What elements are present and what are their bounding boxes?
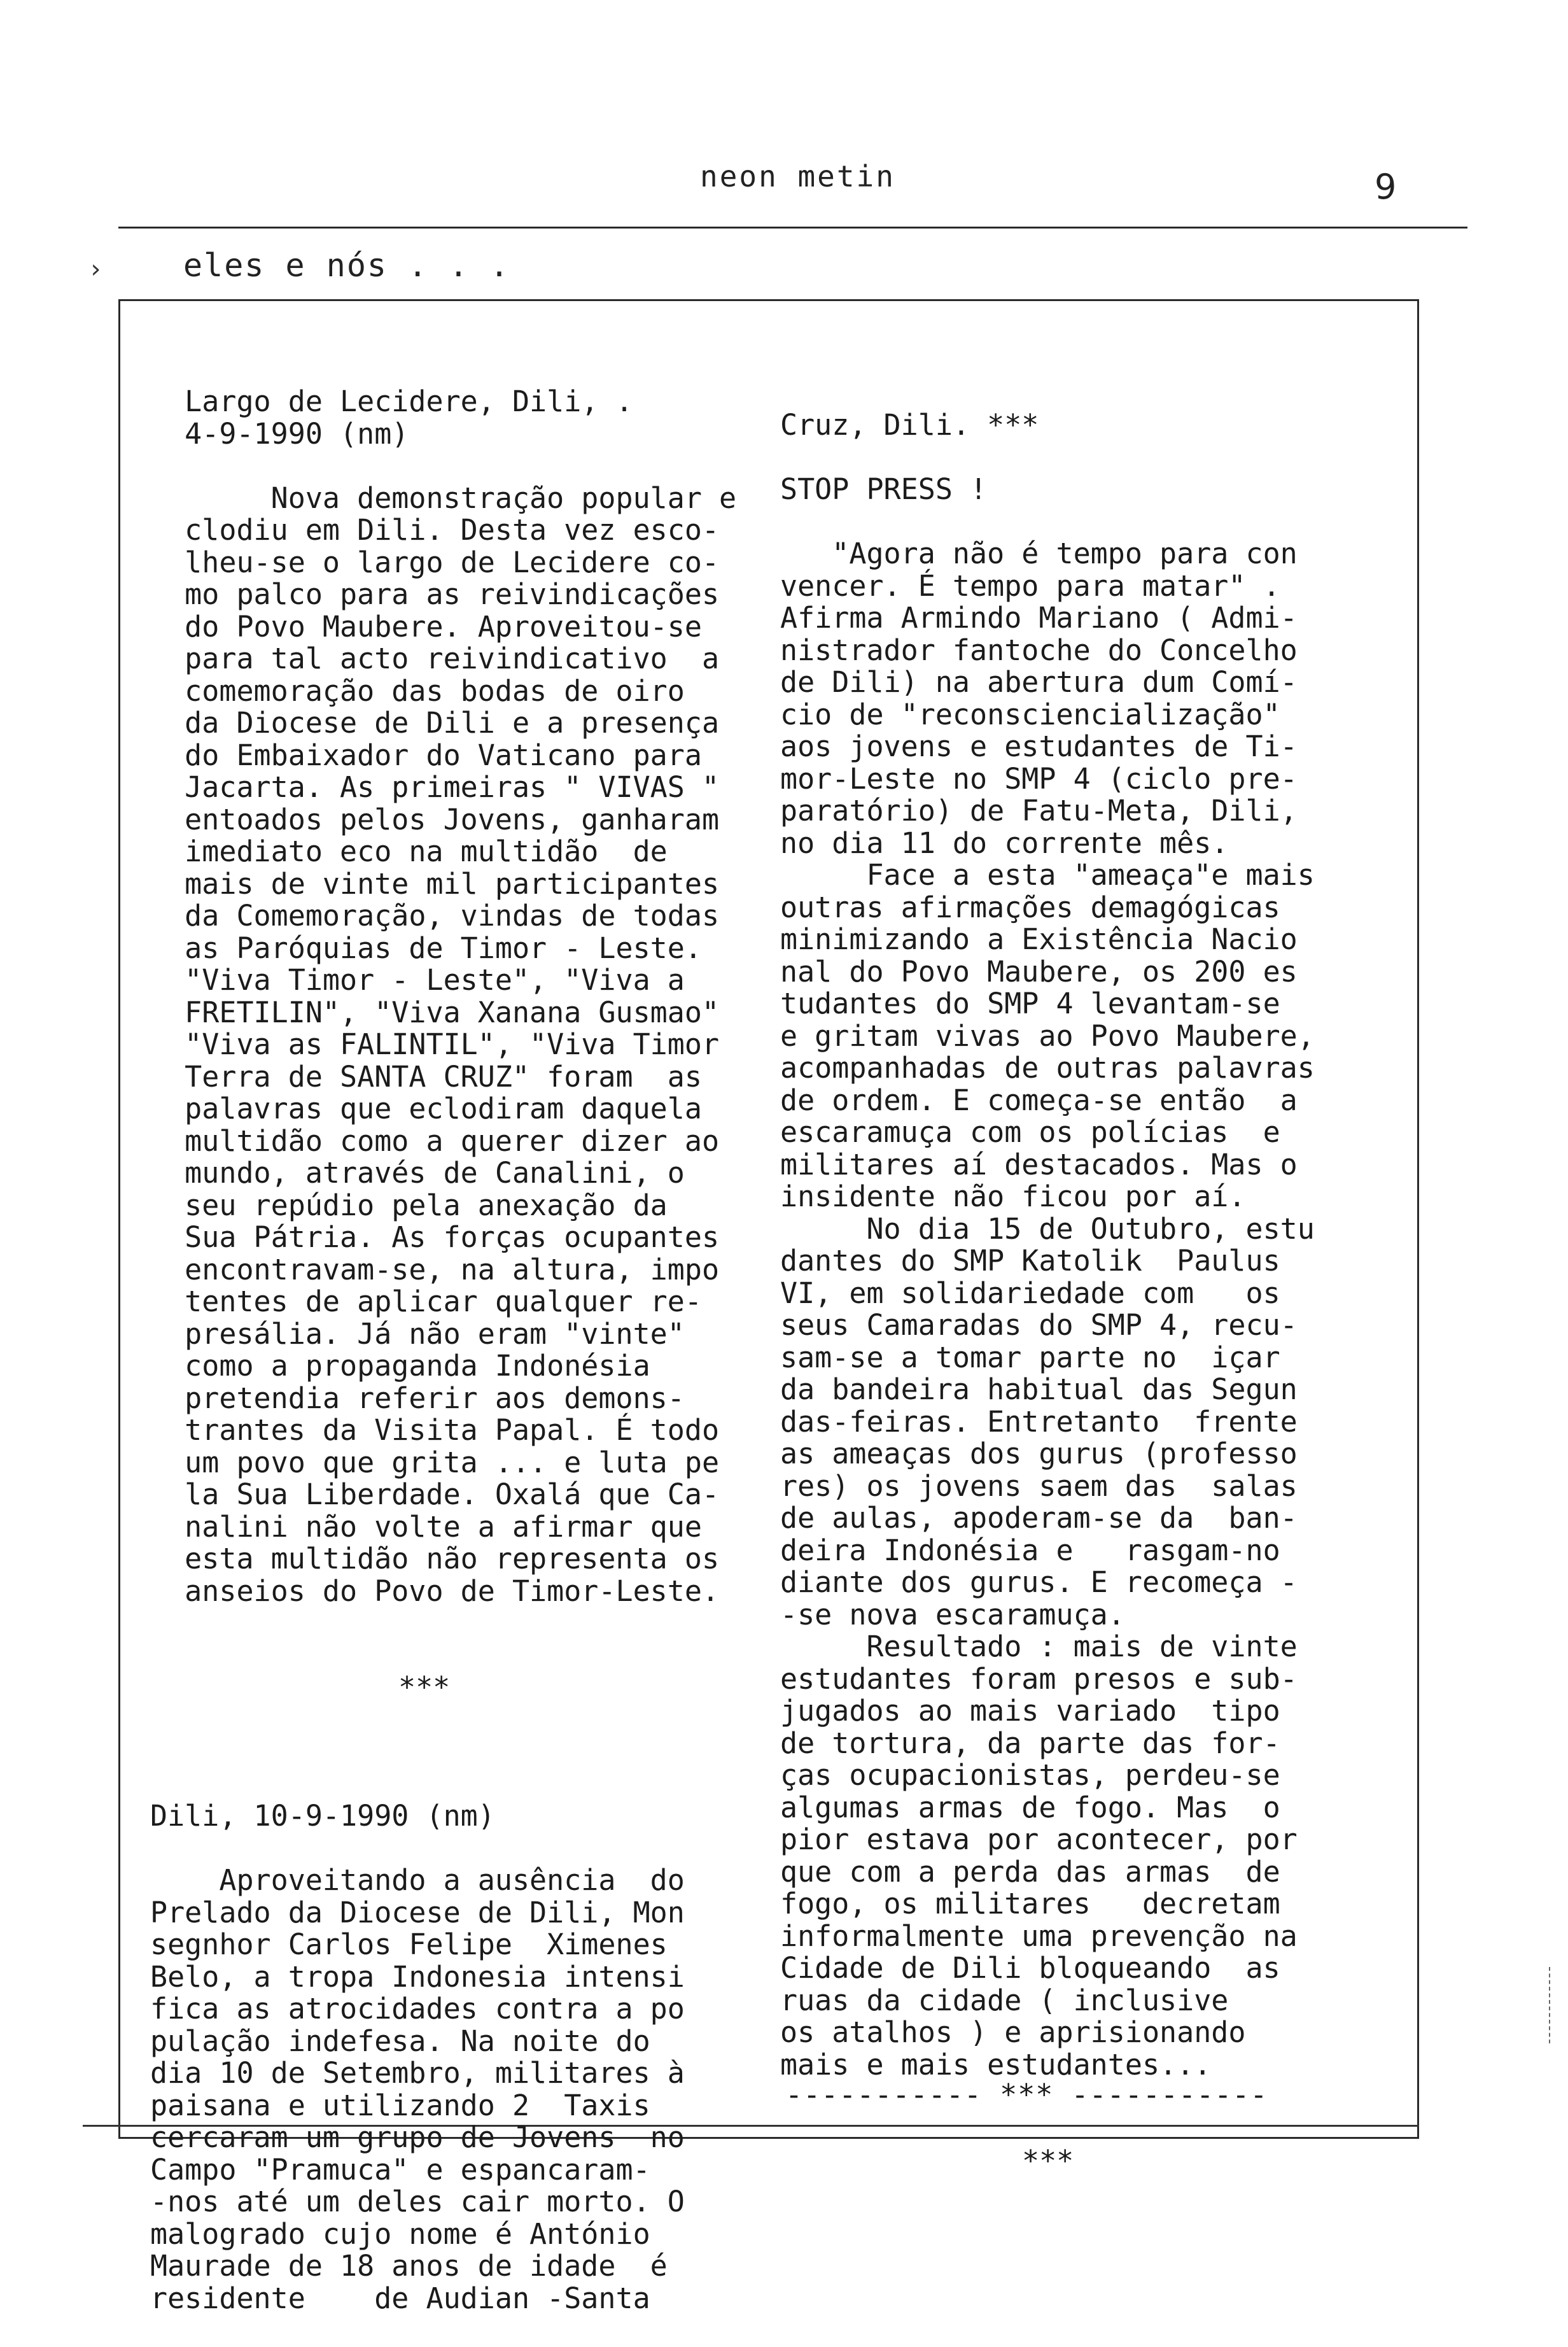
text-line: fica as atrocidades contra a po [150,1992,685,2026]
text-line: mais e mais estudantes... [780,2047,1212,2082]
text-line: Jacarta. As primeiras " VIVAS " [150,770,720,804]
text-line: Resultado : mais de vinte [780,1630,1298,1663]
text-line: aos jovens e estudantes de Ti- [780,729,1298,763]
right-separator: *** [1022,2144,1074,2178]
text-line: seus Camaradas do SMP 4, recu- [780,1308,1298,1342]
text-line: que com a perda das armas de [780,1854,1280,1889]
text-line [780,442,1404,474]
text-line: esta multidão não representa os [150,1542,720,1575]
text-line: ças ocupacionistas, perdeu-se [780,1758,1280,1792]
text-line: e gritam vivas ao Povo Maubere, [780,1018,1315,1053]
text-line: Dili, 10-9-1990 (nm) [150,1799,495,1833]
text-line: clodiu em Dili. Desta vez esco- [150,513,720,547]
text-line: mor-Leste no SMP 4 (ciclo pre- [780,761,1298,796]
text-line: mundo, através de Canalini, o [150,1156,685,1190]
text-line: palavras que eclodiram daquela [150,1092,702,1125]
text-line: militares aí destacados. Mas o [780,1147,1298,1181]
text-line: da Comemoração, vindas de todas [150,899,720,933]
text-line: sam-se a tomar parte no içar [780,1340,1280,1374]
text-line: imediato eco na multidão de [150,835,668,868]
text-line: multidão como a querer dizer ao [150,1124,720,1158]
text-line: "Viva Timor - Leste", "Viva a [150,963,685,997]
text-line: residente de Audian -Santa [150,2281,650,2315]
text-line: VI, em solidariedade com os [780,1276,1280,1310]
text-line: pulação indefesa. Na noite do [150,2024,650,2058]
text-line: estudantes foram presos e sub- [780,1661,1298,1696]
text-line: nalini não volte a afirmar que [150,1509,702,1544]
text-line: nal do Povo Maubere, os 200 es [780,954,1298,989]
text-line: como a propaganda Indonésia [150,1349,650,1383]
text-line: Face a esta "ameaça"e mais [780,858,1315,892]
text-line: malogrado cujo nome é António [150,2217,650,2251]
text-line: presália. Já não eram "vinte" [150,1316,685,1351]
text-line [150,1833,761,1865]
text-line: da bandeira habitual das Segun [780,1372,1298,1406]
right-column [780,345,1404,2210]
text-line: Nova demonstração popular e [150,481,737,515]
text-line: anseios do Povo de Timor-Leste. [150,1574,720,1608]
text-line: Prelado da Diocese de Dili, Mon [150,1895,685,1929]
text-line: das-feiras. Entretanto frente [780,1404,1298,1439]
text-line: cercaram um grupo de Jovens no [150,2120,685,2154]
text-line: 4-9-1990 (nm) [150,416,409,451]
text-line: "Viva as FALINTIL", "Viva Timor [150,1027,720,1061]
text-line: comemoração das bodas de oiro [150,673,685,708]
text-line: pretendia referir aos demons- [150,1381,685,1415]
left-column [150,321,761,2347]
text-line: tentes de aplicar qualquer re- [150,1285,702,1318]
text-line: deira Indonésia e rasgam-no [780,1533,1280,1567]
text-line: as ameaças dos gurus (professo [780,1437,1298,1470]
left-column-lines [150,386,761,1607]
text-line: minimizando a Existência Nacio [780,922,1298,956]
text-line: diante dos gurus. E recomeça - [780,1565,1298,1599]
text-line: vencer. É tempo para matar" . [780,568,1280,603]
page-number: 9 [1375,167,1397,207]
text-line: Largo de Lecidere, Dili, . [150,384,633,418]
section-heading: eles e nós . . . [183,247,510,284]
text-line: ruas da cidade ( inclusive [780,1983,1229,2017]
text-line: No dia 15 de Outubro, estu [780,1211,1315,1246]
text-line: de tortura, da parte das for- [780,1726,1280,1760]
footer-rule: ----------- *** ----------- [785,2078,1268,2111]
text-line: do Povo Maubere. Aproveitou-se [150,609,702,644]
text-line: insidente não ficou por aí. [780,1180,1246,1213]
text-line: STOP PRESS ! [780,472,988,506]
text-line: "Agora não é tempo para con [780,537,1298,570]
text-line [150,450,761,483]
text-line: Afirma Armindo Mariano ( Admi- [780,601,1298,635]
header-rule [118,227,1467,229]
text-line: acompanhadas de outras palavras [780,1051,1315,1085]
text-line: um povo que grita ... e luta pe [150,1445,720,1479]
left-column-lines-2 [150,1768,761,2315]
text-line: Terra de SANTA CRUZ" foram as [150,1059,702,1094]
text-line: fogo, os militares decretam [780,1887,1280,1921]
left-separator: *** [398,1670,451,1704]
text-line: do Embaixador do Vaticano para [150,738,702,772]
text-line: nistrador fantoche do Concelho [780,633,1298,667]
text-line: entoados pelos Jovens, ganharam [150,802,720,836]
text-line: Sua Pátria. As forças ocupantes [150,1220,720,1254]
text-line: la Sua Liberdade. Oxalá que Ca- [150,1477,720,1511]
text-line: Aproveitando a ausência do [150,1863,685,1897]
text-line: mais de vinte mil participantes [150,866,720,901]
text-line: de aulas, apoderam-se da ban- [780,1501,1298,1535]
text-line: tudantes do SMP 4 levantam-se [780,987,1280,1020]
text-line: informalmente uma prevenção na [780,1919,1298,1953]
text-line: algumas armas de fogo. Mas o [780,1790,1280,1824]
text-line: pior estava por acontecer, por [780,1822,1298,1856]
text-line: mo palco para as reivindicações [150,577,720,611]
text-line: no dia 11 do corrente mês. [780,826,1229,860]
text-line [780,506,1404,539]
text-line: Belo, a tropa Indonesia intensi [150,1959,685,1994]
text-line: as Paróquias de Timor - Leste. [150,931,702,965]
text-line: FRETILIN", "Viva Xanana Gusmao" [150,995,720,1029]
text-line: segnhor Carlos Felipe Ximenes [150,1928,668,1961]
text-line: dantes do SMP Katolik Paulus [780,1244,1280,1278]
text-line: cio de "reconsciencialização" [780,697,1280,731]
text-line: res) os jovens saem das salas [780,1469,1298,1503]
text-line: de ordem. E começa-se então a [780,1083,1298,1117]
text-line: de Dili) na abertura dum Comí- [780,665,1298,699]
text-line: trantes da Visita Papal. É todo [150,1413,720,1447]
text-line: dia 10 de Setembro, militares à [150,2056,685,2090]
text-line: -nos até um deles cair morto. O [150,2185,685,2218]
text-line: para tal acto reivindicativo a [150,642,720,675]
text-line: outras afirmações demagógicas [780,890,1280,924]
text-line: seu repúdio pela anexação da [150,1188,668,1222]
text-line: encontravam-se, na altura, impo [150,1252,720,1286]
text-line: jugados ao mais variado tipo [780,1694,1280,1728]
binding-hole-mark [1549,1967,1553,2043]
text-line [150,1768,761,1801]
text-line: paisana e utilizando 2 Taxis [150,2088,650,2122]
text-line: escaramuça com os polícias e [780,1115,1280,1149]
text-line: Maurade de 18 anos de idade é [150,2249,668,2283]
text-line: Cidade de Dili bloqueando as [780,1951,1280,1985]
text-line: Campo "Pramuca" e espancaram- [150,2152,650,2187]
margin-mark: › [88,255,104,284]
text-line: paratório) de Fatu-Meta, Dili, [780,794,1298,828]
text-line: os atalhos ) e aprisionando [780,2015,1246,2049]
text-line: lheu-se o largo de Lecidere co- [150,545,720,579]
text-line: Cruz, Dili. *** [780,408,1039,442]
text-line: da Diocese de Dili e a presença [150,706,720,740]
header-title: neon metin [700,159,895,194]
text-line: -se nova escaramuça. [780,1597,1125,1632]
right-column-lines [780,409,1404,2081]
